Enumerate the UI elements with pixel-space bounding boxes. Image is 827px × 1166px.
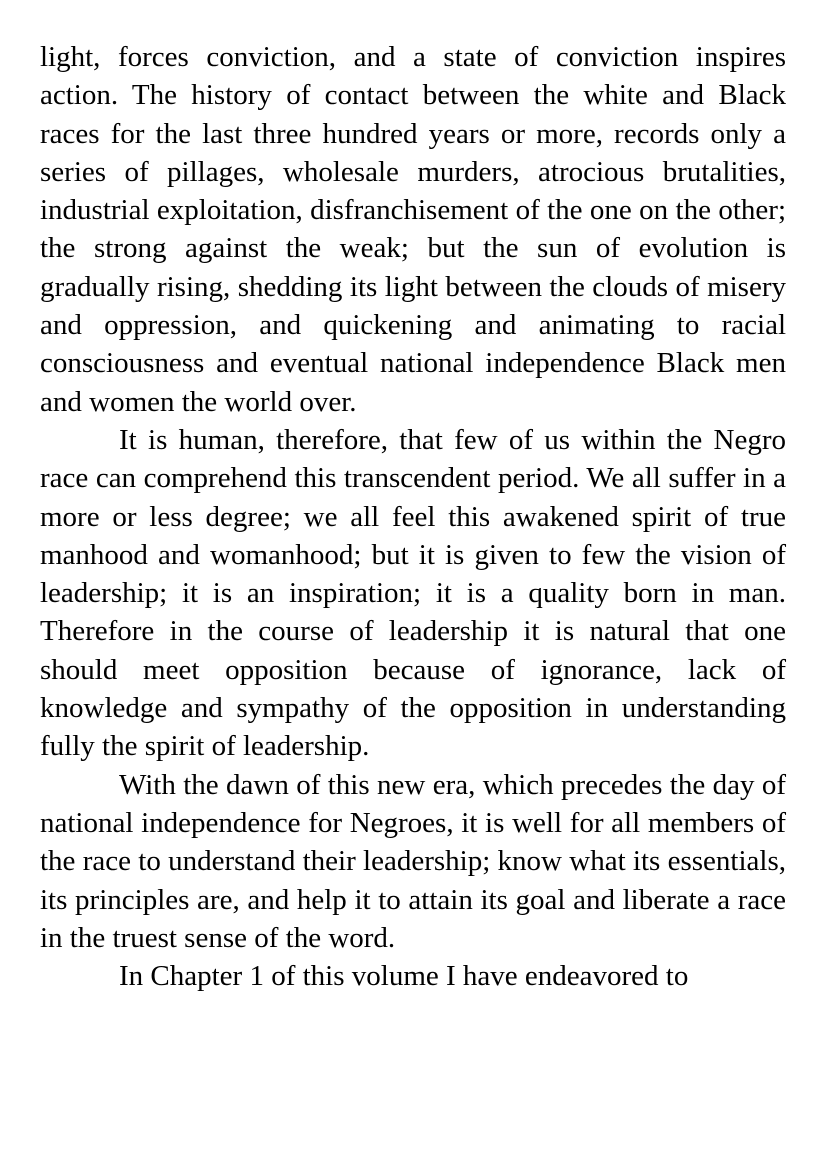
paragraph-chapter-intro: In Chapter 1 of this volume I have endeavored to	[119, 960, 689, 993]
paragraph-leadership-vision: It is human, therefore, that few of us within the Negro race can comprehend this transcendent period. We all suffer in a more or less degree; we all feel this awakened spirit of true manhood and womanhood; but it is given to few the vision of leadership; it is an inspiration; it is a quality born in man. Therefore in the course of leadership it is natural that one should meet opposition because of ignorance, lack of knowledge and sympathy of the opposition in understanding fully the spirit of leadership.	[40, 423, 786, 763]
document-page	[40, 38, 786, 995]
paragraph-new-era: With the dawn of this new era, which precedes the day of national independence for Negroes, it is well for all members of the race to understand their leadership; know what its essentials, its principles are, and help it to attain its goal and liberate a race in the truest sense of the word.	[40, 768, 786, 954]
paragraph-continuation: light, forces conviction, and a state of conviction inspires action. The history of contact between the white and Black races for the last three hundred years or more, records only a series of pillages, wholesale murders, atrocious brutalities, industrial exploitation, disfranchisement of the one on the other; the strong against the weak; but the sun of evolution is gradually rising, shedding its light between the clouds of misery and oppression, and quickening and animating to racial consciousness and eventual national independence Black men and women the world over.	[40, 41, 786, 418]
